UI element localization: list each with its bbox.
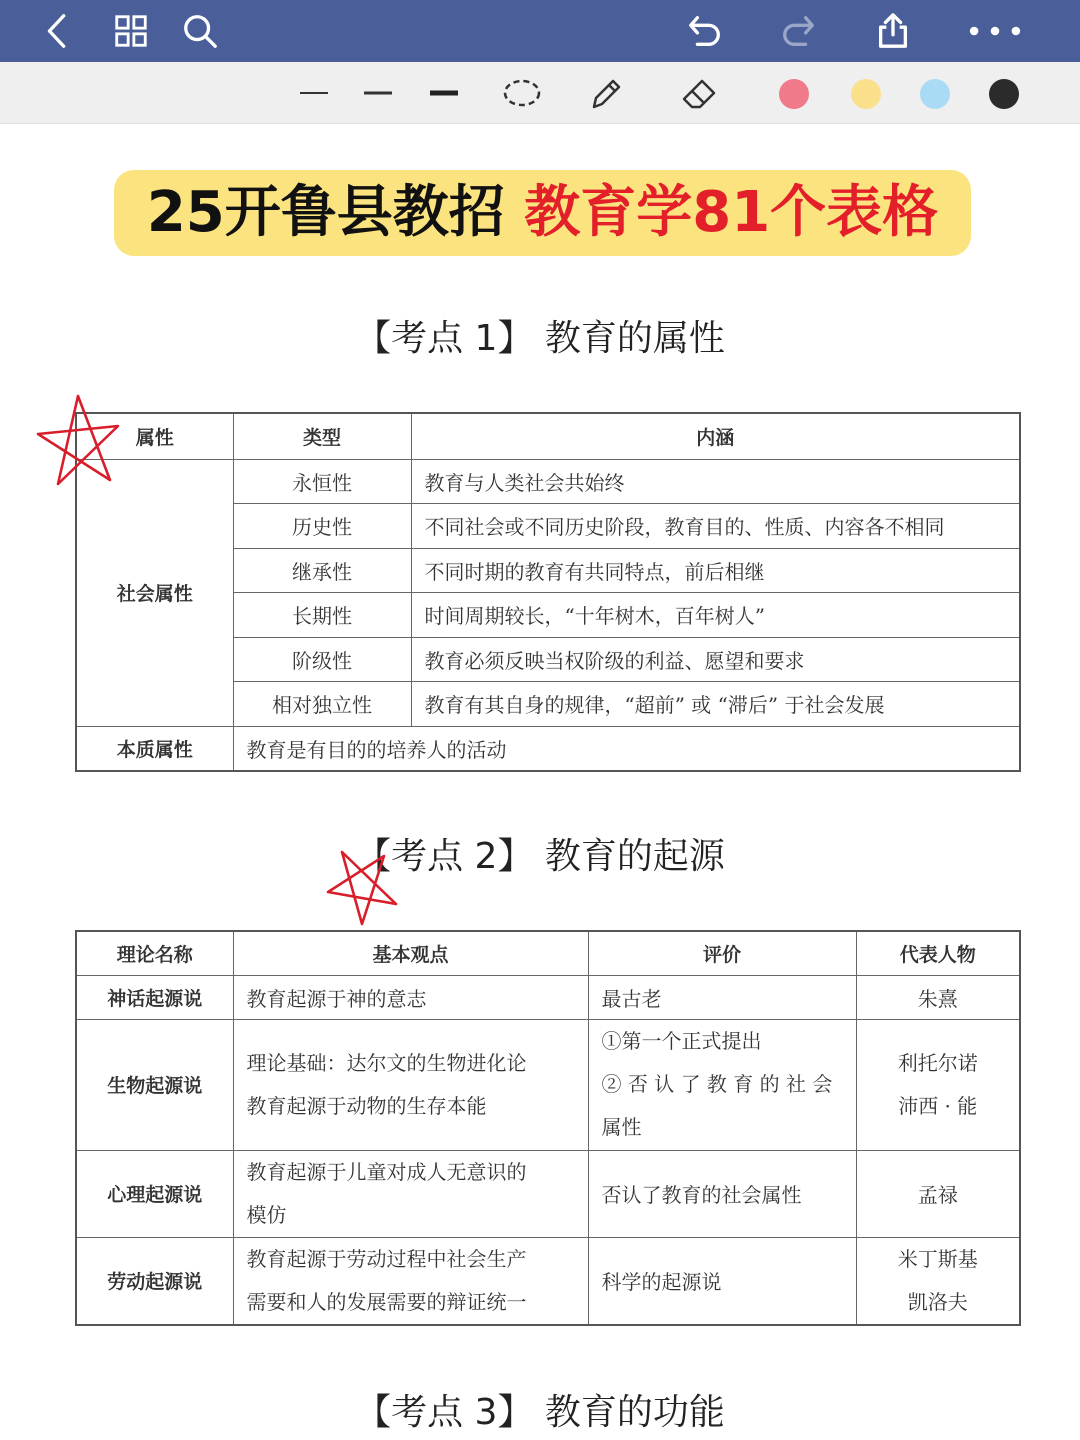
- search-icon: [181, 12, 219, 50]
- star-annotation-2: [322, 848, 402, 930]
- color-swatch-blue[interactable]: [920, 79, 950, 109]
- color-swatch-pink[interactable]: [779, 79, 809, 109]
- table-row: [76, 1237, 1020, 1325]
- star-annotation-1: [30, 390, 125, 490]
- color-swatch-black[interactable]: [989, 79, 1019, 109]
- pen-width-thick[interactable]: [419, 70, 469, 116]
- share-button[interactable]: [868, 6, 918, 56]
- cell-type: 永恒性: [233, 459, 411, 504]
- cell-line: 属性: [601, 1115, 642, 1139]
- cell-representative: [856, 1019, 1020, 1150]
- cell-meaning: 教育与人类社会共始终: [411, 459, 1020, 504]
- table-row: [76, 459, 1020, 504]
- title-part-1: 25开鲁县教招: [146, 180, 505, 245]
- line-thick-icon: [424, 73, 464, 113]
- cell-meaning: 时间周期较长，“十年树木，百年树人”: [411, 593, 1020, 638]
- header-type: 类型: [233, 413, 411, 459]
- cell-line: 最古老: [601, 986, 662, 1011]
- cell-theory-name: 神话起源说: [76, 975, 233, 1019]
- cell-line: 沛西 · 能: [898, 1093, 978, 1118]
- cell-theory-name: 劳动起源说: [76, 1237, 233, 1325]
- cell-type: 长期性: [233, 593, 411, 638]
- grid-icon: [112, 12, 150, 50]
- cell-basic-view: [233, 1237, 588, 1325]
- table-education-origin: [75, 930, 1021, 1326]
- cell-line: 教育起源于动物的生存本能: [246, 1093, 487, 1118]
- pencil-tool[interactable]: [581, 70, 631, 116]
- pen-width-medium[interactable]: [353, 70, 403, 116]
- cell-meaning: 教育有其自身的规律，“超前” 或 “滞后” 于社会发展: [411, 682, 1020, 727]
- cell-line: 朱熹: [917, 986, 958, 1011]
- cell-line: 米丁斯基: [897, 1246, 978, 1271]
- cell-theory-name: 生物起源说: [76, 1019, 233, 1150]
- cell-representative: [856, 1237, 1020, 1325]
- eraser-tool[interactable]: [675, 70, 725, 116]
- eraser-icon: [680, 73, 720, 113]
- essence-value: 教育是有目的的培养人的活动: [233, 726, 1020, 771]
- cell-line: 利托尔诺: [897, 1050, 978, 1075]
- page-title: [114, 170, 971, 256]
- table-header-row: [76, 931, 1020, 975]
- undo-icon: [686, 12, 724, 50]
- cell-evaluation: [588, 1150, 856, 1237]
- header-basic-view: 基本观点: [233, 931, 588, 975]
- share-icon: [874, 12, 912, 50]
- cell-meaning: 不同社会或不同历史阶段，教育目的、性质、内容各不相同: [411, 504, 1020, 549]
- section-heading-1: 【考点 1】 教育的属性: [355, 318, 725, 359]
- cell-line: 教育起源于儿童对成人无意识的: [246, 1159, 527, 1184]
- cell-basic-view: [233, 1019, 588, 1150]
- cell-type: 相对独立性: [233, 682, 411, 727]
- header-theory-name: 理论名称: [76, 931, 233, 975]
- grid-button[interactable]: [106, 6, 156, 56]
- title-part-2: 教育学81个表格: [524, 180, 939, 245]
- cell-line: ①第一个正式提出: [601, 1029, 762, 1053]
- table-row: [76, 975, 1020, 1019]
- cell-line: 教育起源于劳动过程中社会生产: [246, 1246, 527, 1271]
- undo-button[interactable]: [680, 6, 730, 56]
- cell-basic-view: [233, 1150, 588, 1237]
- header-meaning: 内涵: [411, 413, 1020, 459]
- back-button[interactable]: [33, 6, 83, 56]
- cell-type: 阶级性: [233, 637, 411, 682]
- cell-line: 教育起源于神的意志: [246, 986, 427, 1011]
- chevron-left-icon: [39, 12, 77, 50]
- cell-basic-view: [233, 975, 588, 1019]
- section-heading-2: 【考点 2】 教育的起源: [355, 836, 725, 877]
- redo-button[interactable]: [773, 6, 823, 56]
- header-representative: 代表人物: [856, 931, 1020, 975]
- pencil-icon: [586, 73, 626, 113]
- more-button[interactable]: [960, 6, 1030, 56]
- cell-representative: [856, 975, 1020, 1019]
- lasso-icon: [502, 73, 542, 113]
- search-button[interactable]: [175, 6, 225, 56]
- color-swatch-yellow[interactable]: [851, 79, 881, 109]
- more-dots-icon: [965, 12, 1025, 50]
- table-row: [76, 726, 1020, 771]
- table-header-row: [76, 413, 1020, 459]
- cell-line: 凯洛夫: [907, 1289, 968, 1314]
- group-social-attribute: 社会属性: [76, 459, 233, 726]
- redo-icon: [779, 12, 817, 50]
- cell-evaluation: [588, 1019, 856, 1150]
- line-thin-icon: [294, 73, 334, 113]
- drawing-toolbar: [0, 62, 1080, 124]
- lasso-tool[interactable]: [497, 70, 547, 116]
- cell-line: 否认了教育的社会属性: [601, 1183, 802, 1207]
- pen-width-thin[interactable]: [289, 70, 339, 116]
- cell-type: 历史性: [233, 504, 411, 549]
- essence-label: 本质属性: [76, 726, 233, 771]
- section-heading-3: 【考点 3】 教育的功能: [355, 1392, 725, 1433]
- cell-line: 需要和人的发展需要的辩证统一: [246, 1289, 527, 1314]
- cell-evaluation: [588, 975, 856, 1019]
- cell-theory-name: 心理起源说: [76, 1150, 233, 1237]
- cell-line: 孟禄: [917, 1183, 958, 1207]
- cell-meaning: 不同时期的教育有共同特点，前后相继: [411, 548, 1020, 593]
- cell-meaning: 教育必须反映当权阶级的利益、愿望和要求: [411, 637, 1020, 682]
- cell-line: 模仿: [246, 1202, 287, 1227]
- table-row: [76, 1019, 1020, 1150]
- cell-type: 继承性: [233, 548, 411, 593]
- header-attribute: 属性: [76, 413, 233, 459]
- cell-line: ② 否 认 了 教 育 的 社 会: [601, 1072, 833, 1096]
- header-evaluation: 评价: [588, 931, 856, 975]
- cell-evaluation: [588, 1237, 856, 1325]
- cell-line: 科学的起源说: [601, 1270, 722, 1294]
- table-row: [76, 1150, 1020, 1237]
- cell-representative: [856, 1150, 1020, 1237]
- line-medium-icon: [358, 73, 398, 113]
- table-education-attributes: [75, 412, 1021, 772]
- cell-line: 理论基础：达尔文的生物进化论: [246, 1050, 527, 1075]
- app-bar: [0, 0, 1080, 62]
